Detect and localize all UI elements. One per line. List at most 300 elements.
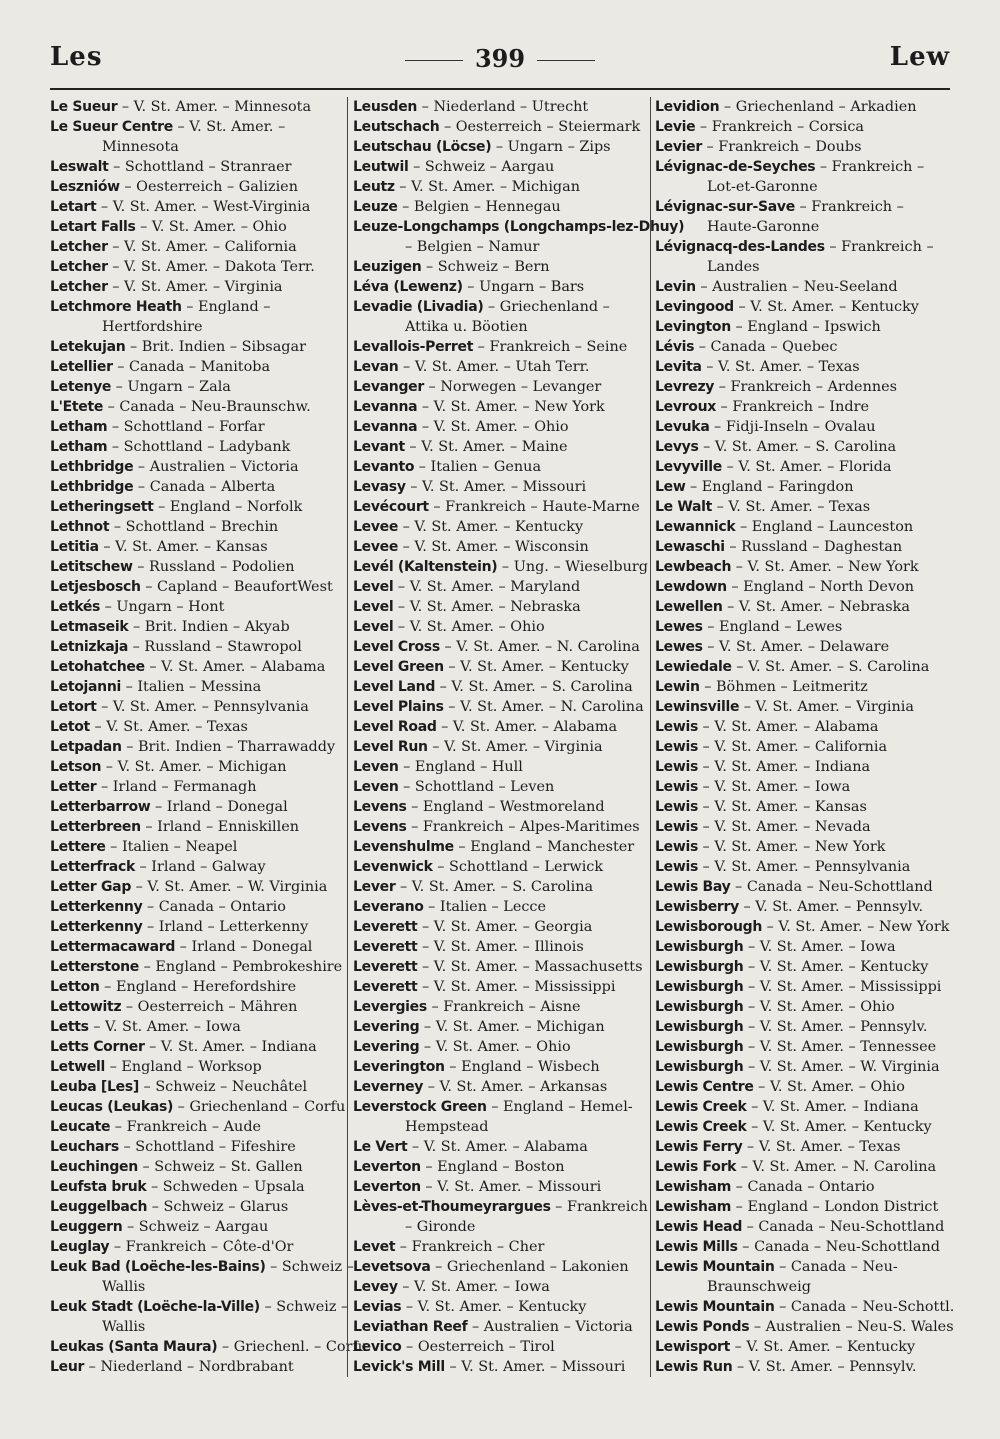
gazetteer-entry — [353, 377, 645, 397]
gazetteer-entry — [353, 117, 645, 137]
place-name: Level — [353, 619, 394, 635]
place-name: Lewis — [655, 799, 698, 815]
gazetteer-entry — [655, 1197, 948, 1217]
gazetteer-entry — [353, 1357, 645, 1377]
gazetteer-entry — [353, 537, 645, 557]
place-name: Levey — [353, 1279, 398, 1295]
place-name: Levergies — [353, 999, 427, 1015]
gazetteer-entry — [353, 617, 645, 637]
place-location: – Griechenland – Arkadien — [719, 99, 917, 115]
gazetteer-entry — [50, 1017, 342, 1037]
place-location-continued: Haute-Garonne — [707, 219, 820, 235]
place-name: Levécourt — [353, 499, 429, 515]
gazetteer-entry — [50, 1037, 342, 1057]
place-name: Level Run — [353, 739, 428, 755]
place-name: Lévis — [655, 339, 695, 355]
place-name: Lewin — [655, 679, 700, 695]
place-location: – Canada – Neu-Schottland — [737, 1239, 940, 1255]
place-location: – V. St. Amer. – Michigan — [101, 759, 287, 775]
place-name: Lewis — [655, 819, 698, 835]
place-location: – V. St. Amer. – Massachusetts — [417, 959, 643, 975]
place-name: Leven — [353, 759, 399, 775]
place-name: Letterfrack — [50, 859, 135, 875]
place-location: – England – Herefordshire — [99, 979, 297, 995]
gazetteer-entry — [655, 877, 948, 897]
place-location-continued: Wallis — [102, 1319, 146, 1335]
gazetteer-entry — [50, 957, 342, 977]
place-name: Lettermacaward — [50, 939, 176, 955]
gazetteer-entry — [655, 117, 948, 137]
gazetteer-entry — [353, 737, 645, 757]
gazetteer-entry — [353, 1237, 645, 1257]
place-name: Lewellen — [655, 599, 723, 615]
place-location: – V. St. Amer. – — [172, 119, 286, 135]
place-location: – Ungarn – Bars — [462, 279, 585, 295]
place-name: Leuze — [353, 199, 398, 215]
place-name: Levee — [353, 519, 399, 535]
gazetteer-entry — [50, 1177, 342, 1197]
place-location: – Schottland – Stranraer — [108, 159, 292, 175]
place-location: – Canada – Neu-Braunschw. — [103, 399, 311, 415]
place-location: – Oesterreich – Galizien — [119, 179, 298, 195]
place-location: – V. St. Amer. – Ohio — [419, 1039, 571, 1055]
place-location: – England – Boston — [420, 1159, 565, 1175]
gazetteer-entry — [50, 197, 342, 217]
place-location: – V. St. Amer. – Alabama — [144, 659, 326, 675]
place-location: – Schottland – Forfar — [107, 419, 265, 435]
gazetteer-entry — [50, 1237, 342, 1257]
place-location: – V. St. Amer. – Pennsylv. — [738, 899, 924, 915]
gazetteer-entry — [655, 237, 948, 277]
gazetteer-entry — [655, 417, 948, 437]
gazetteer-entry — [655, 1237, 948, 1257]
place-name: Level — [353, 599, 394, 615]
place-name: Levering — [353, 1039, 420, 1055]
place-name: Leszniów — [50, 179, 120, 195]
place-name: Leuchars — [50, 1139, 119, 1155]
place-location: – Norwegen – Levanger — [423, 379, 602, 395]
gazetteer-entry — [655, 1137, 948, 1157]
place-location: – V. St. Amer. – Kansas — [697, 799, 867, 815]
gazetteer-entry — [50, 917, 342, 937]
place-name: Lewis Creek — [655, 1099, 747, 1115]
gazetteer-entry — [50, 457, 342, 477]
gazetteer-entry — [50, 817, 342, 837]
place-location: – V. St. Amer. – Pennsylvania — [96, 699, 309, 715]
header-dash-left — [405, 60, 463, 61]
gazetteer-entry — [50, 977, 342, 997]
place-location: – V. St. Amer. – California — [107, 239, 297, 255]
gazetteer-entry — [353, 397, 645, 417]
gazetteer-entry — [655, 277, 948, 297]
gazetteer-entry — [353, 817, 645, 837]
place-name: Letterkenny — [50, 919, 143, 935]
place-name: Letham — [50, 439, 108, 455]
place-location: – Russland – Daghestan — [724, 539, 903, 555]
place-location: – V. St. Amer. – Maryland — [393, 579, 581, 595]
gazetteer-entry — [655, 737, 948, 757]
gazetteer-entry — [655, 1057, 948, 1077]
place-name: Le Vert — [353, 1139, 408, 1155]
gazetteer-entry — [50, 1117, 342, 1137]
place-location: – V. St. Amer. – Mississippi — [743, 979, 942, 995]
place-name: Level Plains — [353, 699, 444, 715]
place-name: Lewis — [655, 839, 698, 855]
place-name: Level Cross — [353, 639, 440, 655]
place-location: – V. St. Amer. – S. Carolina — [731, 659, 930, 675]
gazetteer-entry — [655, 937, 948, 957]
gazetteer-entry — [50, 677, 342, 697]
place-location: – V. St. Amer. – Alabama — [436, 719, 618, 735]
place-name: Levering — [353, 1019, 420, 1035]
place-location: – Frankreich – — [794, 199, 904, 215]
place-name: Levroux — [655, 399, 716, 415]
place-location: – Frankreich — [550, 1199, 648, 1215]
gazetteer-entry — [353, 1337, 645, 1357]
gazetteer-entry — [655, 317, 948, 337]
place-name: Letheringsett — [50, 499, 154, 515]
place-name: Letchmore Heath — [50, 299, 182, 315]
place-location: – V. St. Amer. – Delaware — [702, 639, 890, 655]
place-location-continued: Hertfordshire — [102, 319, 203, 335]
place-location: – V. St. Amer. – Virginia — [427, 739, 603, 755]
place-location: – England – Launceston — [735, 519, 914, 535]
place-location: – Frankreich – Côte-d'Or — [109, 1239, 294, 1255]
gazetteer-entry — [353, 857, 645, 877]
place-location: – Irland – Fermanagh — [96, 779, 257, 795]
gazetteer-entry — [655, 757, 948, 777]
place-name: Leusden — [353, 99, 418, 115]
place-name: Levin — [655, 279, 696, 295]
gazetteer-entry — [50, 997, 342, 1017]
place-location: – Irland – Donegal — [150, 799, 288, 815]
gazetteer-entry — [50, 1157, 342, 1177]
gazetteer-entry — [353, 937, 645, 957]
place-name: Lewisborough — [655, 919, 762, 935]
place-name: Letekujan — [50, 339, 126, 355]
place-location-continued: Minnesota — [102, 139, 179, 155]
place-name: Levys — [655, 439, 699, 455]
place-name: Letellier — [50, 359, 113, 375]
gazetteer-entry — [655, 137, 948, 157]
gazetteer-entry — [353, 277, 645, 297]
place-location: – V. St. Amer. – Iowa — [397, 1279, 550, 1295]
gazetteer-entry — [50, 837, 342, 857]
gazetteer-entry — [50, 697, 342, 717]
place-location: – V. St. Amer. – Pennsylvania — [697, 859, 911, 875]
gazetteer-entry — [50, 477, 342, 497]
place-name: Levens — [353, 799, 407, 815]
gazetteer-entry — [353, 337, 645, 357]
gazetteer-entry — [50, 277, 342, 297]
gazetteer-entry — [655, 197, 948, 237]
place-location: – Brit. Indien – Akyab — [128, 619, 290, 635]
gazetteer-entry — [353, 517, 645, 537]
place-name: Lewes — [655, 619, 703, 635]
place-name: Leuglay — [50, 1239, 110, 1255]
header-rule — [50, 88, 950, 90]
place-location: – Irland – Donegal — [175, 939, 313, 955]
place-location: – England – London District — [731, 1199, 939, 1215]
place-location: – Ungarn – Zala — [111, 379, 231, 395]
gazetteer-entry — [353, 757, 645, 777]
column-separator-2 — [650, 97, 651, 1377]
gazetteer-entry — [353, 97, 645, 117]
gazetteer-entry — [655, 297, 948, 317]
place-location: – Canada – Manitoba — [112, 359, 271, 375]
gazetteer-entry — [353, 697, 645, 717]
place-name: Leverano — [353, 899, 424, 915]
gazetteer-entry — [655, 837, 948, 857]
place-location: – Frankreich – Haute-Marne — [428, 499, 640, 515]
place-name: Leswalt — [50, 159, 109, 175]
gazetteer-entry — [655, 577, 948, 597]
place-location-continued: Attika u. Böotien — [405, 319, 528, 335]
gazetteer-entry — [50, 177, 342, 197]
place-name: Leutschach — [353, 119, 440, 135]
place-name: Levallois-Perret — [353, 339, 474, 355]
place-location: – V. St. Amer. – Pennsylv. — [743, 1019, 928, 1035]
place-name: Lewis Centre — [655, 1079, 754, 1095]
place-name: Lewisburgh — [655, 1059, 744, 1075]
gazetteer-entry — [50, 717, 342, 737]
place-name: Levenwick — [353, 859, 433, 875]
place-location: – Ungarn – Zips — [491, 139, 611, 155]
gazetteer-entry — [50, 217, 342, 237]
gazetteer-entry — [655, 1077, 948, 1097]
place-location: – V. St. Amer. – Kentucky — [733, 299, 919, 315]
place-location: – Ung. – Wieselburg — [497, 559, 648, 575]
gazetteer-entry — [50, 97, 342, 117]
gazetteer-entry — [50, 1297, 349, 1337]
place-location: – V. St. Amer. – Ohio — [743, 999, 895, 1015]
place-location: – Niederland – Nordbrabant — [84, 1359, 294, 1375]
place-location: – Schottland – Leven — [398, 779, 555, 795]
gazetteer-entry — [655, 1117, 948, 1137]
place-name: Letmaseik — [50, 619, 129, 635]
place-location: – V. St. Amer. – Georgia — [417, 919, 593, 935]
place-name: Leufsta bruk — [50, 1179, 147, 1195]
place-location: – V. St. Amer. – Alabama — [407, 1139, 588, 1155]
place-name: Leverett — [353, 979, 418, 995]
gazetteer-entry — [655, 377, 948, 397]
place-name: Letkés — [50, 599, 101, 615]
place-location: – Frankreich – Cher — [395, 1239, 545, 1255]
place-name: Levie — [655, 119, 696, 135]
place-name: Lewis Mountain — [655, 1259, 775, 1275]
gazetteer-entry — [655, 537, 948, 557]
place-location: – V. St. Amer. – Minnesota — [117, 99, 312, 115]
place-name: Lewis — [655, 779, 698, 795]
place-location: – Griechenland – Corfu — [173, 1099, 346, 1115]
column-1 — [50, 97, 367, 1377]
place-name: Letort — [50, 699, 97, 715]
place-name: Lewis Fork — [655, 1159, 737, 1175]
place-name: Lethbridge — [50, 479, 134, 495]
gazetteer-entry — [655, 657, 948, 677]
place-location: – Canada – Neu-Schottland — [742, 1219, 945, 1235]
gazetteer-entry — [50, 1077, 342, 1097]
place-location: – V. St. Amer. – Ohio — [393, 619, 545, 635]
place-name: Letcher — [50, 259, 108, 275]
gazetteer-entry — [50, 117, 342, 157]
place-location: – Brit. Indien – Tharrawaddy — [121, 739, 336, 755]
place-location: – Schweiz – Neuchâtel — [138, 1079, 308, 1095]
gazetteer-entry — [50, 1057, 342, 1077]
place-location: – V. St. Amer. – New York — [731, 559, 919, 575]
place-name: Levanger — [353, 379, 424, 395]
place-name: Leverton — [353, 1179, 421, 1195]
column-3 — [655, 97, 955, 1377]
place-location: – Frankreich – Doubs — [701, 139, 862, 155]
place-name: Letts — [50, 1019, 89, 1035]
place-name: Letcher — [50, 279, 108, 295]
gazetteer-entry — [353, 797, 645, 817]
gazetteer-entry — [50, 1217, 342, 1237]
place-location: – V. St. Amer. – N. Carolina — [439, 639, 640, 655]
place-location: – Griechenland – — [483, 299, 610, 315]
place-location: – Italien – Neapel — [105, 839, 238, 855]
place-name: Level Land — [353, 679, 436, 695]
gazetteer-entry — [353, 1097, 645, 1137]
place-location: – Schottland – Brechin — [109, 519, 279, 535]
gazetteer-entry — [353, 677, 645, 697]
gazetteer-entry — [655, 917, 948, 937]
place-name: Letnizkaja — [50, 639, 129, 655]
gazetteer-entry — [353, 1137, 645, 1157]
place-location: – V. St. Amer. – Kentucky — [443, 659, 629, 675]
gazetteer-entry — [353, 1317, 645, 1337]
place-location: – V. St. Amer. – Missouri — [444, 1359, 626, 1375]
place-location: – V. St. Amer. – Kentucky — [730, 1339, 916, 1355]
place-name: Leuggern — [50, 1219, 123, 1235]
gazetteer-entry — [353, 917, 645, 937]
gazetteer-entry — [353, 597, 645, 617]
gazetteer-entry — [50, 1137, 342, 1157]
place-name: Leutwil — [353, 159, 409, 175]
page-number-block — [50, 44, 950, 73]
place-location: – V. St. Amer. – New York — [762, 919, 950, 935]
place-name: Lévignac-de-Seyches — [655, 159, 816, 175]
place-name: Lettere — [50, 839, 106, 855]
place-location: – Russland – Podolien — [132, 559, 295, 575]
gazetteer-entry — [50, 1257, 354, 1297]
place-location: – V. St. Amer. – S. Carolina — [395, 879, 594, 895]
gazetteer-entry — [655, 97, 948, 117]
place-name: Levanto — [353, 459, 415, 475]
place-location: – England – Manchester — [453, 839, 635, 855]
place-name: Letter Gap — [50, 879, 132, 895]
gazetteer-entry — [655, 817, 948, 837]
place-name: Lewisburgh — [655, 939, 744, 955]
place-location: – V. St. Amer. – W. Virginia — [743, 1059, 940, 1075]
place-location: – Schweiz – — [265, 1259, 354, 1275]
place-name: Levita — [655, 359, 702, 375]
place-location: – V. St. Amer. – West-Virginia — [96, 199, 311, 215]
place-name: Letojanni — [50, 679, 122, 695]
gazetteer-entry — [50, 337, 342, 357]
place-name: Leur — [50, 1359, 85, 1375]
place-location: – Irland – Letterkenny — [142, 919, 309, 935]
place-location-continued: Landes — [707, 259, 760, 275]
gazetteer-entry — [655, 1337, 948, 1357]
gazetteer-entry — [50, 577, 342, 597]
place-location: – Frankreich – Ardennes — [714, 379, 898, 395]
gazetteer-entry — [655, 897, 948, 917]
place-location: – Frankreich – — [824, 239, 934, 255]
place-location: – Oesterreich – Steiermark — [439, 119, 641, 135]
page-number: 399 — [474, 44, 526, 73]
place-name: Lewisport — [655, 1339, 731, 1355]
place-location: – Italien – Genua — [414, 459, 542, 475]
place-name: Levanna — [353, 399, 418, 415]
place-name: Leverney — [353, 1079, 424, 1095]
place-location: – Schweiz – St. Gallen — [137, 1159, 303, 1175]
place-location-continued: Wallis — [102, 1279, 146, 1295]
place-location: – England – Wisbech — [444, 1059, 600, 1075]
place-name: Lethbridge — [50, 459, 134, 475]
place-name: Leverett — [353, 939, 418, 955]
place-location: – Frankreich – Alpes-Maritimes — [406, 819, 640, 835]
gazetteer-entry — [655, 1097, 948, 1117]
place-location: – V. St. Amer. – Texas — [742, 1139, 901, 1155]
gazetteer-entry — [353, 1177, 645, 1197]
gazetteer-entry — [353, 497, 645, 517]
place-name: Lettowitz — [50, 999, 122, 1015]
place-name: Levasy — [353, 479, 406, 495]
place-location: – V. St. Amer. – Arkansas — [423, 1079, 608, 1095]
gazetteer-entry — [655, 1157, 948, 1177]
gazetteer-entry — [50, 657, 342, 677]
place-location: – Schweiz – Glarus — [147, 1199, 289, 1215]
place-location: – V. St. Amer. – Kansas — [98, 539, 268, 555]
place-location: – Schottland – Ladybank — [107, 439, 291, 455]
place-location: – Canada – Alberta — [133, 479, 276, 495]
place-name: Levier — [655, 139, 702, 155]
place-name: Letterstone — [50, 959, 140, 975]
place-name: Leuggelbach — [50, 1199, 148, 1215]
place-location: – V. St. Amer. – S. Carolina — [698, 439, 897, 455]
place-location: – V. St. Amer. – Virginia — [107, 279, 283, 295]
gazetteer-entry — [655, 677, 948, 697]
place-name: Leverton — [353, 1159, 421, 1175]
place-location: – V. St. Amer. – Texas — [712, 499, 871, 515]
gazetteer-entry — [353, 157, 645, 177]
gazetteer-entry — [50, 777, 342, 797]
place-name: Lewisburgh — [655, 979, 744, 995]
place-name: Leverett — [353, 959, 418, 975]
place-location-continued: Lot-et-Garonne — [707, 179, 818, 195]
place-location: – V. St. Amer. – Florida — [722, 459, 892, 475]
place-name: Levingood — [655, 299, 734, 315]
place-name: Lewis — [655, 739, 698, 755]
place-location: – Canada – Neu-Schottl. — [774, 1299, 955, 1315]
place-name: Lewis Creek — [655, 1119, 747, 1135]
place-name: Letitia — [50, 539, 99, 555]
place-name: Lévignacq-des-Landes — [655, 239, 825, 255]
gazetteer-entry — [655, 777, 948, 797]
place-name: Leven — [353, 779, 399, 795]
gazetteer-entry — [655, 1177, 948, 1197]
place-location: – Griechenl. – Corfu — [217, 1339, 367, 1355]
place-location: – England – Worksop — [105, 1059, 262, 1075]
place-location: – Italien – Messina — [121, 679, 262, 695]
gazetteer-entry — [353, 1157, 645, 1177]
place-location: – V. St. Amer. – N. Carolina — [736, 1159, 937, 1175]
place-location: – Canada – Quebec — [694, 339, 838, 355]
place-location: – V. St. Amer. – Wisconsin — [398, 539, 589, 555]
place-name: Lewis Head — [655, 1219, 743, 1235]
